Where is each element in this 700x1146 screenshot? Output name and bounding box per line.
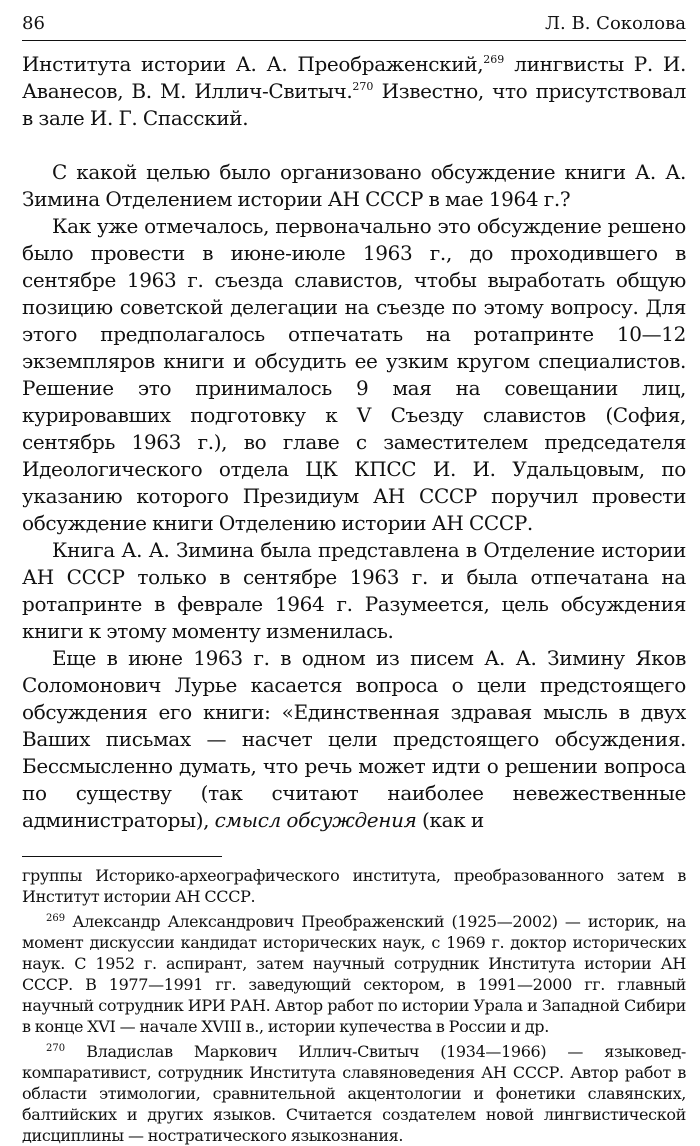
footnote-270 bbox=[22, 1041, 686, 1146]
paragraph-text: лингвисты Р. И. Аванесов, В. М. Иллич-Свитыч. bbox=[22, 52, 687, 103]
paragraph-text: Известно, что присутствовал в зале И. Г. Спасский. bbox=[22, 79, 686, 130]
paragraph-text: Института истории А. А. Преображенский, bbox=[22, 52, 484, 76]
paragraph-text: Еще в июне 1963 г. в одном из писем А. А. Зимину Яков Соломонович Лурье касается вопроса о цели предстоящего обсуждения его книги: «Единственная здравая мысль в двух Ваших письмах — насчет цели предстоящего обсуждения. Бессмысленно думать, что речь может идти о решении вопроса по существу (так считают наиболее невежественные администраторы), bbox=[22, 646, 686, 832]
italic-emphasis: смысл обсуждения bbox=[214, 808, 417, 832]
footnote-number: 270 bbox=[46, 1043, 66, 1054]
footnote-divider bbox=[22, 856, 222, 857]
section-question: С какой целью было организовано обсуждение книги А. А. Зимина Отделением истории АН СССР в мае 1964 г.? bbox=[22, 160, 686, 211]
footnotes bbox=[22, 865, 686, 1146]
running-head bbox=[22, 12, 686, 41]
running-head-author: Л. В. Соколова bbox=[545, 13, 686, 34]
paragraph: Как уже отмечалось, первоначально это обсуждение решено было провести в июне-июле 1963 г., до проходившего в сентябре 1963 г. съезда славистов, чтобы выработать общую позицию советской делегации на съезде по этому вопросу. Для этого предполагалось отпечатать на ротапринте 10—12 экземпляров книги и обсудить ее узким кругом специалистов. Решение это принималось 9 мая на совещании лиц, курировавших подготовку к V Съезду славистов (София, сентябрь 1963 г.), во главе с заместителем председателя Идеологического отдела ЦК КПСС И. И. Удальцовым, по указанию которого Президиум АН СССР поручил провести обсуждение книги Отделению истории АН СССР. bbox=[22, 214, 686, 535]
main-text bbox=[22, 51, 686, 834]
paragraph bbox=[22, 645, 686, 834]
footnote-text: Александр Александрович Преображенский (1925—2002) — историк, на момент дискуссии кандидат исторических наук, с 1969 г. доктор исторических наук. С 1952 г. аспирант, затем научный сотрудник Института истории АН СССР. В 1977—1991 гг. заведующий сектором, в 1991—2000 гг. главный научный сотрудник ИРИ РАН. Автор работ по истории Урала и Западной Сибири в конце XVI — начале XVIII в., истории купечества в России и др. bbox=[22, 912, 686, 1036]
footnote-text: Владислав Маркович Иллич-Свитыч (1934—1966) — языковед-компаративист, сотрудник Института славяноведения АН СССР. Автор работ в области этимологии, сравнительной акцентологии и фонетики славянских, балтийских и других языков. Считается создателем новой лингвистической дисциплины — ностратического языкознания. bbox=[22, 1042, 686, 1145]
paragraph: Книга А. А. Зимина была представлена в Отделение истории АН СССР только в сентябре 1963 г. и была отпечатана на ротапринте в феврале 1964 г. Разумеется, цель обсуждения книги к этому моменту изменилась. bbox=[22, 538, 686, 643]
footnote-number: 269 bbox=[46, 913, 66, 924]
footnote-ref-270: 270 bbox=[352, 80, 374, 93]
footnote-ref-269: 269 bbox=[483, 53, 505, 66]
book-page bbox=[22, 12, 686, 1146]
page-number: 86 bbox=[22, 13, 45, 34]
paragraph-text: (как и bbox=[416, 808, 484, 832]
paragraph-continuation bbox=[22, 51, 686, 132]
footnote-269 bbox=[22, 911, 686, 1037]
footnote-continuation: группы Историко-археографического института, преобразованного затем в Институт истории АН СССР. bbox=[22, 866, 686, 906]
